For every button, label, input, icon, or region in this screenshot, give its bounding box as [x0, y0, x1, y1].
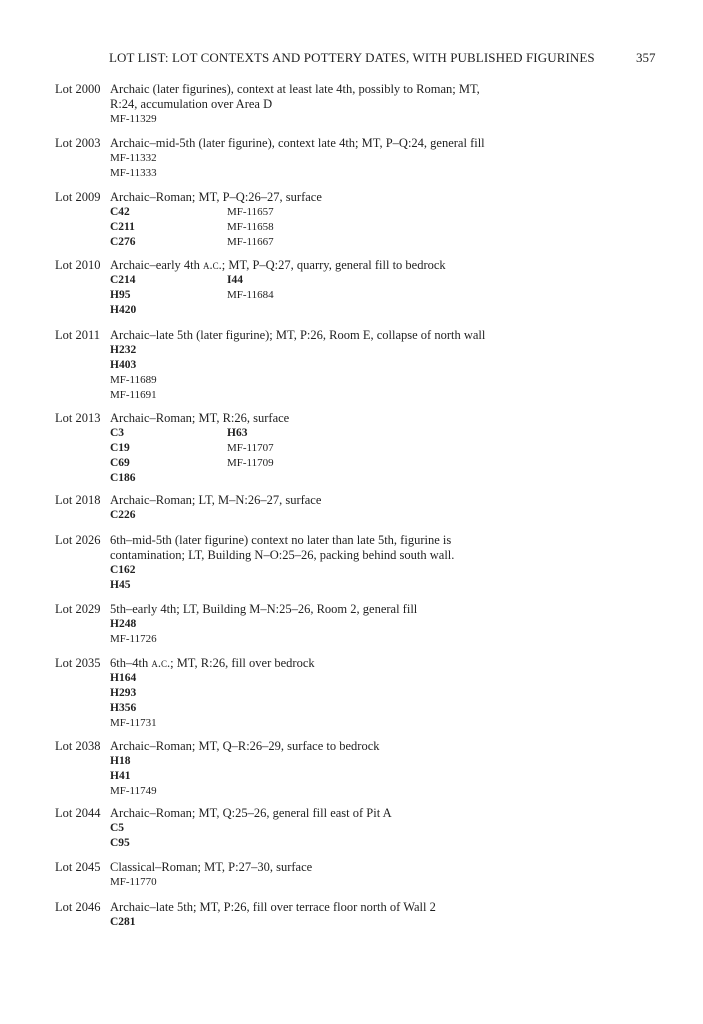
lot-context-description: Archaic–Roman; MT, Q:25–26, general fill east of Pit A [110, 806, 392, 820]
lot-context-description: Classical–Roman; MT, P:27–30, surface [110, 860, 313, 874]
figurine-inventory-number: MF-11770 [110, 876, 157, 888]
figurine-row [110, 235, 530, 250]
page-title: LOT LIST: LOT CONTEXTS AND POTTERY DATES, WITH PUBLISHED FIGURINES [109, 50, 595, 65]
figurine-row [110, 875, 530, 890]
figurine-catalogue-number: C3 [110, 427, 125, 439]
lot-context-description: Archaic–Roman; MT, P–Q:26–27, surface [110, 190, 322, 204]
figurine-row [110, 617, 530, 632]
lot-context-description: Archaic–Roman; MT, Q–R:26–29, surface to bedrock [110, 739, 380, 753]
figurine-inventory-number: MF-11691 [110, 389, 157, 401]
figurine-catalogue-number: C214 [110, 274, 136, 286]
figurine-inventory-number: MF-11657 [227, 206, 274, 218]
figurine-catalogue-number: H420 [110, 304, 137, 316]
figurine-row [110, 205, 530, 220]
lot-details [110, 533, 530, 593]
figurine-row [110, 563, 530, 578]
figurine-catalogue-number: H293 [110, 687, 137, 699]
figurine-inventory-number: MF-11726 [110, 633, 157, 645]
figurine-row [110, 220, 530, 235]
figurine-inventory-number: MF-11684 [227, 289, 274, 301]
lot-context-description: Archaic–Roman; MT, R:26, surface [110, 411, 290, 425]
figurine-catalogue-number: H41 [110, 770, 131, 782]
figurine-catalogue-number: C281 [110, 916, 136, 928]
lot-details [110, 860, 530, 890]
figurine-row [110, 508, 530, 523]
figurine-row [110, 288, 530, 303]
lot-context-description: 6th–mid-5th (later figurine) context no later than late 5th, figurine is [110, 533, 452, 547]
lot-context-description: Archaic–late 5th (later figurine); MT, P:26, Room E, collapse of north wall [110, 328, 486, 342]
figurine-row [110, 769, 530, 784]
figurine-row [110, 273, 530, 288]
lot-number: Lot 2046 [55, 900, 101, 914]
figurine-catalogue-number: C226 [110, 509, 136, 521]
figurine-catalogue-number: C276 [110, 236, 136, 248]
figurine-inventory-number: MF-11731 [110, 717, 157, 729]
lot-number: Lot 2029 [55, 602, 101, 616]
figurine-row [110, 671, 530, 686]
lot-number: Lot 2010 [55, 258, 101, 272]
lot-number: Lot 2044 [55, 806, 101, 820]
figurine-row [110, 701, 530, 716]
figurine-row [110, 441, 530, 456]
figurine-row [110, 471, 530, 486]
lot-context-description: R:24, accumulation over Area D [110, 97, 273, 111]
figurine-row [110, 821, 530, 836]
lot-details [110, 656, 530, 731]
figurine-row [110, 388, 530, 403]
figurine-catalogue-number: C211 [110, 221, 135, 233]
figurine-row [110, 456, 530, 471]
figurine-catalogue-number: H403 [110, 359, 137, 371]
figurine-row [110, 578, 530, 593]
figurine-row [110, 716, 530, 731]
figurine-catalogue-number: C42 [110, 206, 130, 218]
figurine-catalogue-number: H18 [110, 755, 131, 767]
figurine-catalogue-number: C95 [110, 837, 130, 849]
lot-details [110, 900, 530, 930]
lot-number: Lot 2000 [55, 82, 101, 96]
figurine-row [110, 784, 530, 799]
lot-details [110, 739, 530, 799]
figurine-catalogue-number: H232 [110, 344, 137, 356]
figurine-inventory-number: MF-11333 [110, 167, 157, 179]
figurine-catalogue-number: H95 [110, 289, 131, 301]
lot-details [110, 82, 530, 127]
figurine-catalogue-number: I44 [227, 274, 243, 286]
lot-context-description: Archaic–mid-5th (later figurine), context late 4th; MT, P–Q:24, general fill [110, 136, 485, 150]
figurine-row [110, 112, 530, 127]
lot-context-description: contamination; LT, Building N–O:25–26, packing behind south wall. [110, 548, 455, 562]
lot-context-description: Archaic–Roman; LT, M–N:26–27, surface [110, 493, 322, 507]
figurine-inventory-number: MF-11329 [110, 113, 157, 125]
lot-number: Lot 2035 [55, 656, 101, 670]
figurine-row [110, 426, 530, 441]
figurine-catalogue-number: H45 [110, 579, 131, 591]
lot-number: Lot 2045 [55, 860, 101, 874]
lot-context-description: 6th–4th a.c.; MT, R:26, fill over bedrock [110, 656, 315, 670]
figurine-catalogue-number: C186 [110, 472, 136, 484]
lot-details [110, 493, 530, 523]
lot-number: Lot 2011 [55, 328, 101, 342]
figurine-inventory-number: MF-11667 [227, 236, 274, 248]
figurine-row [110, 836, 530, 851]
figurine-catalogue-number: H63 [227, 427, 248, 439]
lot-details [110, 806, 530, 851]
lot-context-description: Archaic–late 5th; MT, P:26, fill over terrace floor north of Wall 2 [110, 900, 436, 914]
figurine-row [110, 303, 530, 318]
figurine-catalogue-number: C19 [110, 442, 130, 454]
lot-context-description: 5th–early 4th; LT, Building M–N:25–26, Room 2, general fill [110, 602, 418, 616]
running-header [0, 50, 703, 70]
lot-context-description: Archaic (later figurines), context at least late 4th, possibly to Roman; MT, [110, 82, 480, 96]
lot-details [110, 190, 530, 250]
figurine-row [110, 358, 530, 373]
lot-details [110, 411, 530, 486]
lot-details [110, 602, 530, 647]
figurine-inventory-number: MF-11689 [110, 374, 157, 386]
lot-number: Lot 2003 [55, 136, 101, 150]
figurine-catalogue-number: H164 [110, 672, 137, 684]
figurine-row [110, 686, 530, 701]
figurine-catalogue-number: H248 [110, 618, 137, 630]
figurine-row [110, 151, 530, 166]
figurine-catalogue-number: C5 [110, 822, 125, 834]
lot-context-description: Archaic–early 4th a.c.; MT, P–Q:27, quarry, general fill to bedrock [110, 258, 446, 272]
figurine-row [110, 915, 530, 930]
figurine-catalogue-number: C69 [110, 457, 130, 469]
figurine-inventory-number: MF-11658 [227, 221, 274, 233]
lot-number: Lot 2018 [55, 493, 101, 507]
lot-number: Lot 2009 [55, 190, 101, 204]
figurine-row [110, 166, 530, 181]
lot-number: Lot 2038 [55, 739, 101, 753]
lot-details [110, 328, 530, 403]
page-number: 357 [636, 50, 656, 65]
figurine-inventory-number: MF-11749 [110, 785, 157, 797]
lot-number: Lot 2026 [55, 533, 101, 547]
lot-details [110, 258, 530, 318]
lot-details [110, 136, 530, 181]
figurine-inventory-number: MF-11707 [227, 442, 274, 454]
figurine-row [110, 754, 530, 769]
figurine-catalogue-number: C162 [110, 564, 136, 576]
figurine-row [110, 632, 530, 647]
figurine-inventory-number: MF-11332 [110, 152, 157, 164]
figurine-row [110, 373, 530, 388]
lot-number: Lot 2013 [55, 411, 101, 425]
figurine-row [110, 343, 530, 358]
figurine-catalogue-number: H356 [110, 702, 137, 714]
figurine-inventory-number: MF-11709 [227, 457, 274, 469]
